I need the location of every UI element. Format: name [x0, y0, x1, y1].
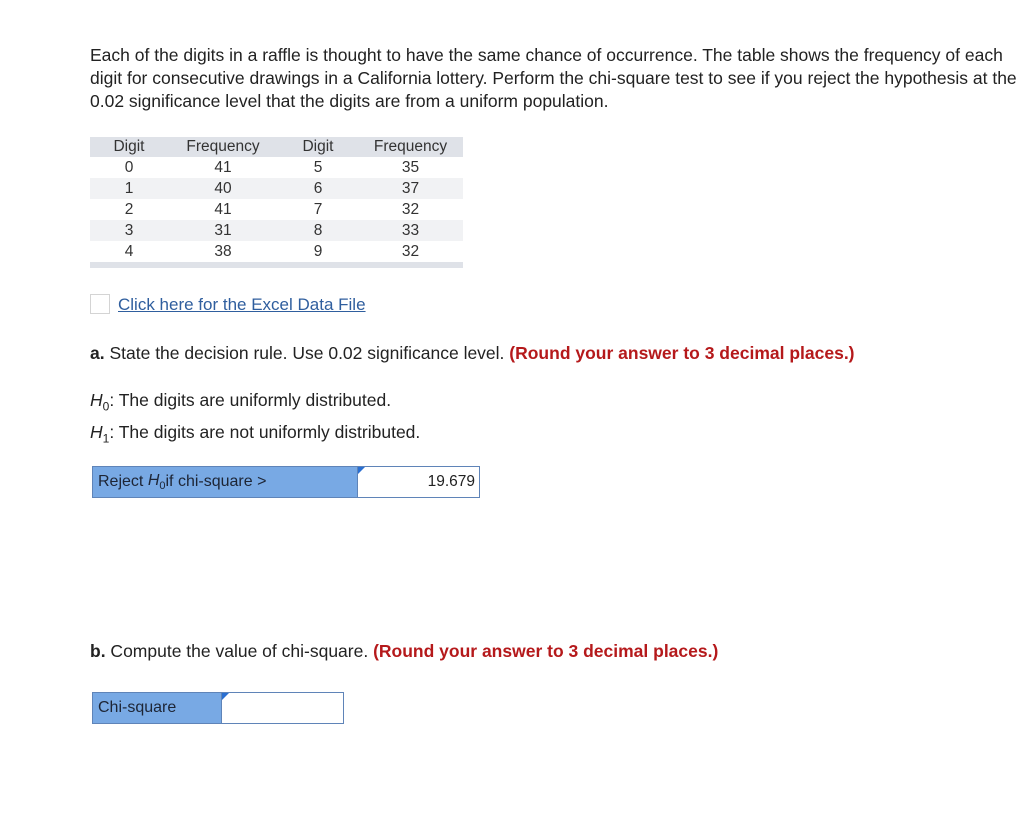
alternative-hypothesis-text: : The digits are not uniformly distributed.: [109, 421, 421, 442]
table-cell: 3: [90, 220, 168, 241]
hypotheses: [90, 388, 420, 451]
table-cell: 5: [313, 158, 323, 176]
excel-file-link-row: [90, 292, 366, 314]
decision-rule-row: [92, 466, 480, 498]
table-cell: 32: [401, 242, 420, 260]
h1-symbol: $H_1$: [90, 421, 110, 445]
answer-marker-icon: [358, 467, 365, 474]
table-cell: 1: [90, 178, 168, 199]
question-a-text: State the decision rule. Use 0.02 significance level.: [104, 343, 510, 363]
table-cell: 9: [313, 242, 323, 260]
table-cell: 37: [358, 178, 463, 199]
table-cell: 41: [214, 158, 232, 176]
question-a-instruction: (Round your answer to 3 decimal places.): [509, 343, 855, 363]
excel-file-icon: [90, 294, 110, 314]
answer-marker-icon: [222, 693, 229, 700]
chi-square-label: Chi-square: [93, 693, 221, 723]
chi-square-input[interactable]: [221, 693, 343, 723]
question-b-instruction: (Round your answer to 3 decimal places.): [373, 641, 719, 661]
null-hypothesis: [90, 388, 420, 420]
problem-statement: Each of the digits in a raffle is thought to have the same chance of occurrence. The table shows the frequency of each digit for consecutive drawings in a California lottery. Perform the chi-square test to see if you reject the hypothesis at the 0.02 significance level that the digits are from a uniform population.: [90, 45, 1017, 111]
question-b: [90, 641, 718, 662]
question-b-prefix: b.: [90, 641, 106, 661]
table-row: [90, 199, 463, 220]
null-hypothesis-text: : The digits are uniformly distributed.: [109, 390, 392, 410]
question-a: [90, 343, 855, 364]
question-a-prefix: a.: [90, 343, 105, 363]
alternative-hypothesis: [90, 420, 420, 452]
chi-square-row: [92, 692, 344, 724]
table-header-cell: Frequency: [358, 137, 463, 157]
table-cell: 40: [168, 178, 278, 199]
table-cell: 41: [214, 200, 232, 218]
table-cell: 31: [168, 220, 278, 241]
h0-symbol: $H_0$: [147, 471, 166, 493]
table-row: [90, 178, 463, 199]
decision-rule-label: Reject $H_0$ if chi-square >: [93, 467, 357, 497]
table-cell: 2: [124, 200, 134, 218]
table-header-cell: Frequency: [168, 137, 278, 157]
table-cell: 38: [214, 242, 232, 260]
table-row: [90, 157, 463, 178]
table-cell: 32: [401, 200, 420, 218]
table-cell: 7: [313, 200, 323, 218]
question-b-text: Compute the value of chi-square.: [105, 641, 374, 661]
table-footer-bar: [90, 262, 463, 268]
table-header-row: [90, 137, 463, 157]
table-header-cell: Digit: [90, 137, 168, 157]
excel-data-file-link[interactable]: Click here for the Excel Data File: [118, 295, 366, 314]
critical-value-text: 19.679: [427, 473, 475, 490]
table-cell: 33: [358, 220, 463, 241]
table-cell: 4: [124, 242, 134, 260]
table-cell: 0: [124, 158, 134, 176]
table-cell: 35: [401, 158, 420, 176]
table-row: [90, 220, 463, 241]
h0-symbol: $H_0$: [90, 390, 110, 414]
table-row: [90, 241, 463, 262]
table-cell: 6: [278, 178, 358, 199]
table-cell: 8: [278, 220, 358, 241]
critical-value-input[interactable]: [357, 467, 479, 497]
frequency-table: [90, 137, 463, 268]
table-header-cell: Digit: [278, 137, 358, 157]
